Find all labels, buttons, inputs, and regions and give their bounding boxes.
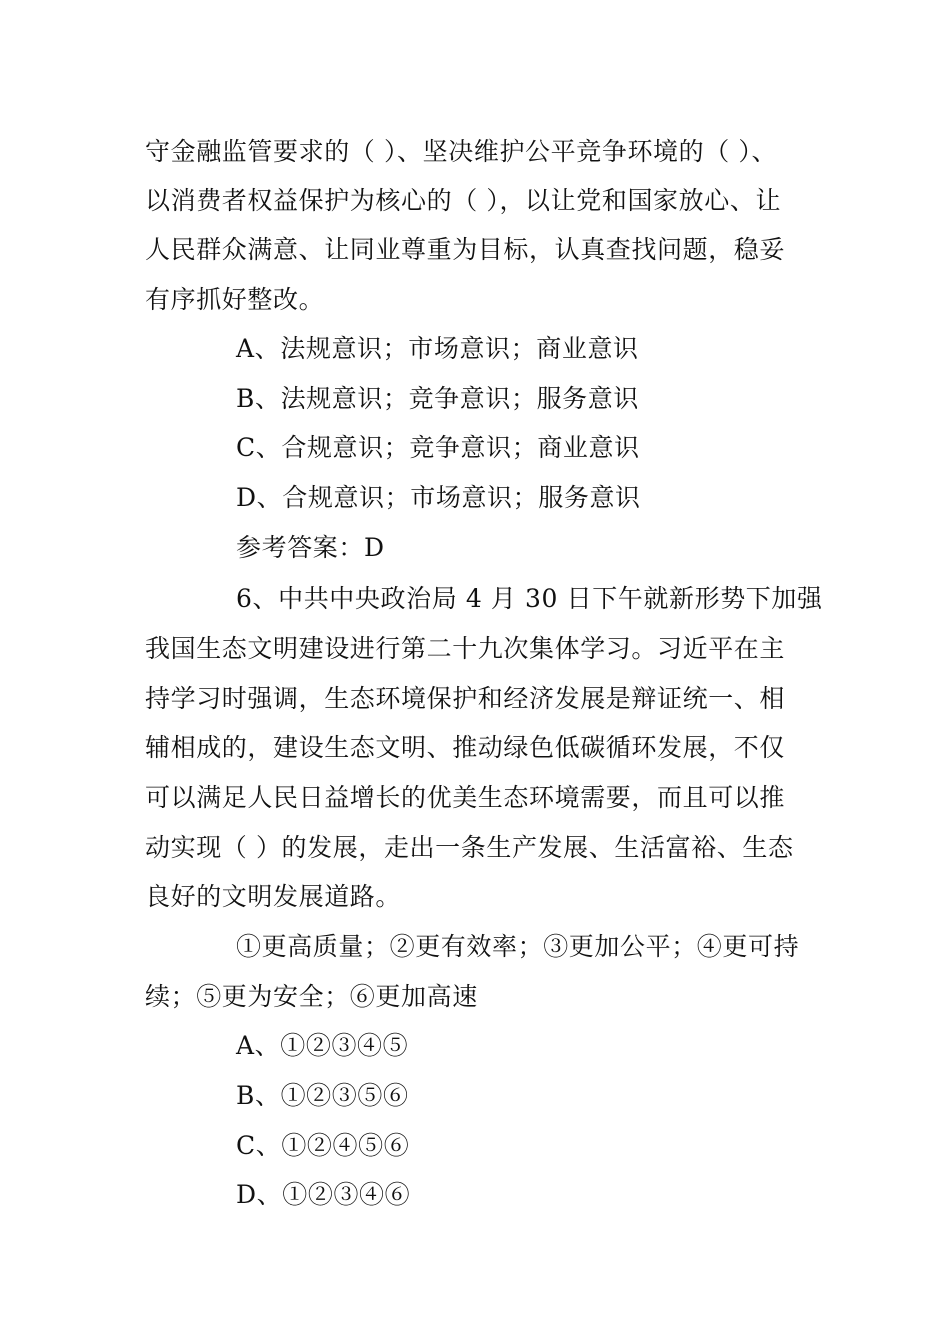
q6-stem-line-3: 持学习时强调，生态环境保护和经济发展是辩证统一、相 — [145, 684, 786, 713]
q5-option-a: A、法规意识；市场意识；商业意识 — [236, 334, 639, 363]
q5-stem-line-4: 有序抓好整改。 — [145, 285, 325, 314]
q6-stem-line-7: 良好的文明发展道路。 — [145, 882, 402, 911]
q5-option-c: C、合规意识；竞争意识；商业意识 — [236, 433, 640, 462]
q5-answer: 参考答案：D — [236, 533, 385, 562]
q6-option-b: B、①②③⑤⑥ — [236, 1081, 409, 1110]
q6-items-line-1: ①更高质量；②更有效率；③更加公平；④更可持 — [236, 932, 800, 961]
q6-stem-line-2: 我国生态文明建设进行第二十九次集体学习。习近平在主 — [145, 634, 786, 663]
q6-stem-line-5: 可以满足人民日益增长的优美生态环境需要，而且可以推 — [145, 783, 786, 812]
q6-stem-line-4: 辅相成的，建设生态文明、推动绿色低碳循环发展，不仅 — [145, 733, 786, 762]
q5-stem-line-2: 以消费者权益保护为核心的（ ），以让党和国家放心、让 — [145, 186, 782, 215]
q6-items-line-2: 续；⑤更为安全；⑥更加高速 — [145, 982, 478, 1011]
q6-stem-line-1: 6、中共中央政治局 4 月 30 日下午就新形势下加强 — [236, 584, 823, 613]
q6-stem-line-6: 动实现（ ）的发展，走出一条生产发展、生活富裕、生态 — [145, 833, 794, 862]
q5-stem-line-1: 守金融监管要求的（ ）、坚决维护公平竞争环境的（ ）、 — [145, 137, 778, 166]
q6-option-c: C、①②④⑤⑥ — [236, 1131, 410, 1160]
q5-stem-line-3: 人民群众满意、让同业尊重为目标，认真查找问题，稳妥 — [145, 235, 786, 264]
q5-option-d: D、合规意识；市场意识；服务意识 — [236, 483, 641, 512]
q6-option-a: A、①②③④⑤ — [236, 1031, 409, 1060]
q6-option-d: D、①②③④⑥ — [236, 1180, 411, 1209]
q5-option-b: B、法规意识；竞争意识；服务意识 — [236, 384, 639, 413]
